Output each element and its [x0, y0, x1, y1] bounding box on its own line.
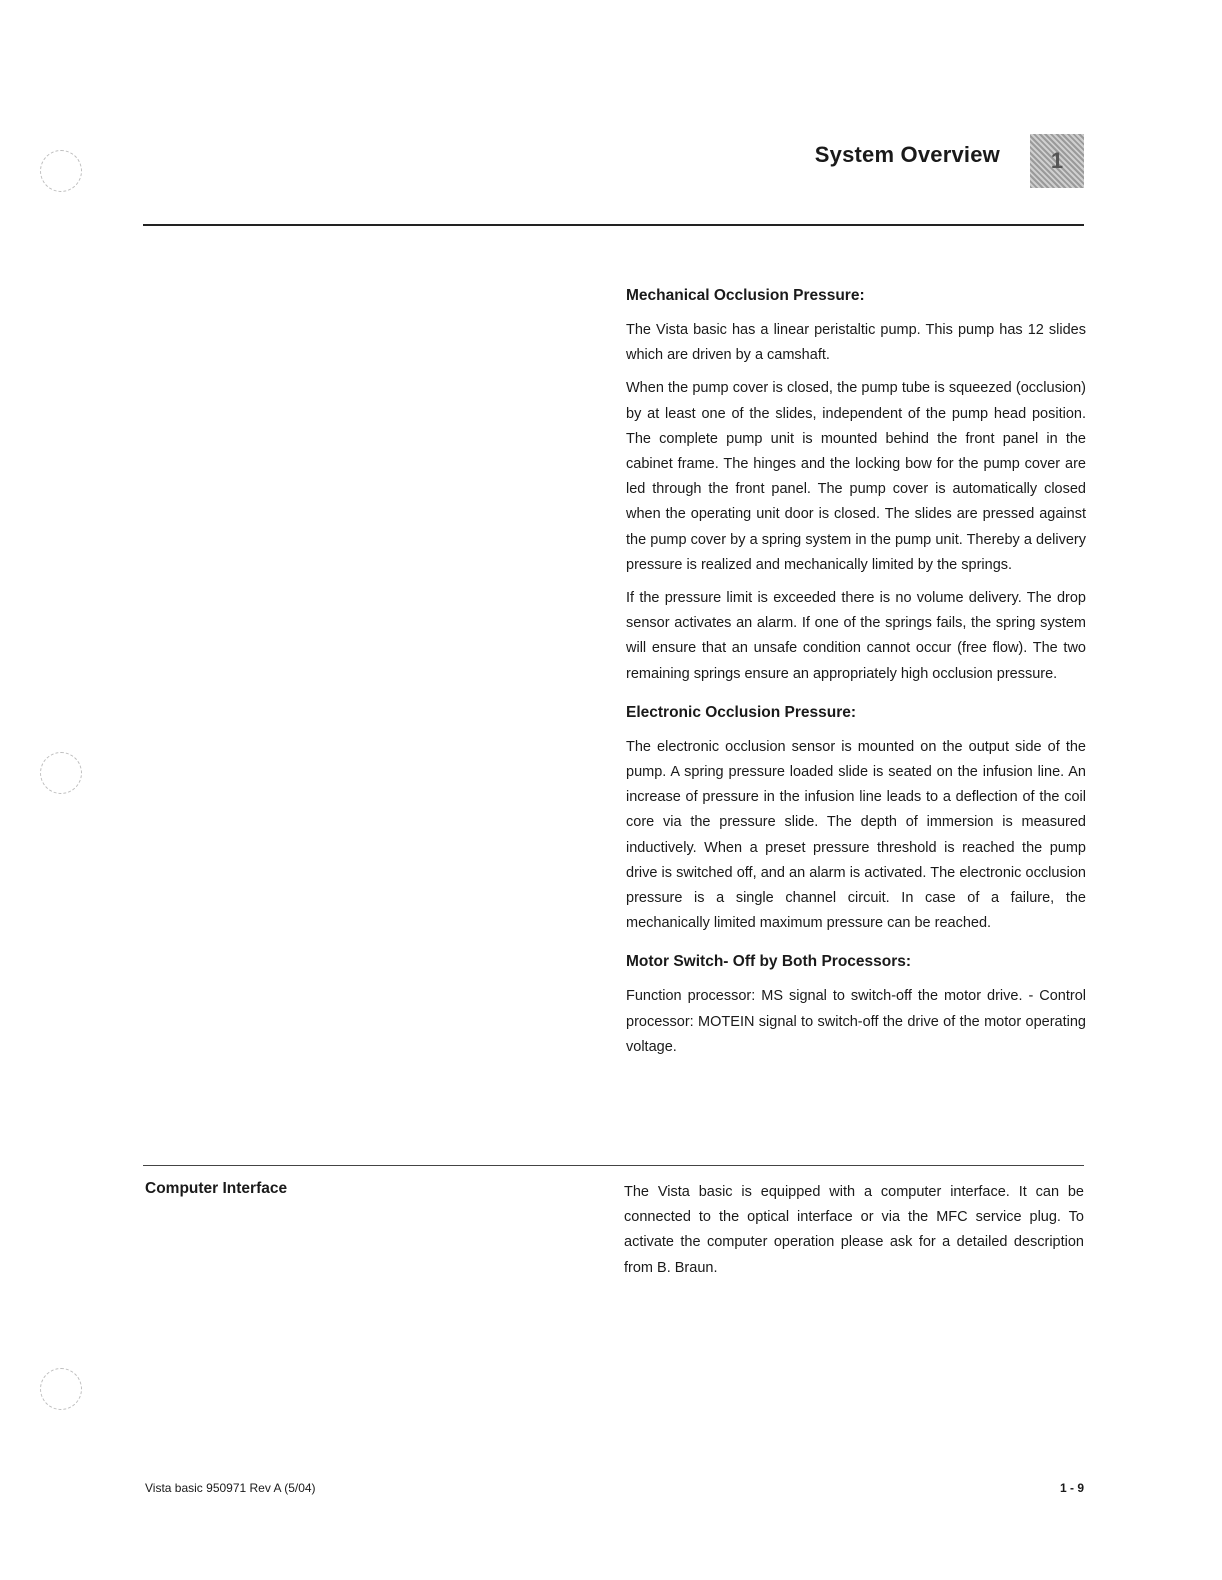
- main-content: [626, 286, 1086, 1076]
- header-divider: [143, 224, 1084, 226]
- paragraph: If the pressure limit is exceeded there is no volume delivery. The drop sensor activates an alarm. If one of the springs fails, the spring system will ensure that an unsafe condition cannot occur (free flow). The two remaining springs ensure an appropriately high occlusion pressure.: [626, 590, 1086, 682]
- punch-hole-bottom: [40, 1368, 82, 1410]
- section-divider: [143, 1165, 1084, 1166]
- footer-doc-id: Vista basic 950971 Rev A (5/04): [145, 1481, 316, 1495]
- section-electronic-occlusion: [626, 703, 1086, 937]
- section-heading: Electronic Occlusion Pressure:: [626, 703, 857, 721]
- page-title: System Overview: [814, 142, 1000, 167]
- chapter-tab: 1: [1030, 134, 1084, 188]
- paragraph: The Vista basic has a linear peristaltic pump. This pump has 12 slides which are driven by a camshaft.: [626, 322, 1086, 364]
- paragraph: Function processor: MS signal to switch-off the motor drive. - Control processor: MOTEIN signal to switch-off the drive of the motor operating voltage.: [626, 988, 1086, 1055]
- section-heading: Mechanical Occlusion Pressure:: [626, 287, 865, 304]
- computer-interface-text: The Vista basic is equipped with a computer interface. It can be connected to the optical interface or via the MFC service plug. To activate the computer operation please ask for a detailed description from B. Braun.: [624, 1184, 1084, 1276]
- computer-interface-label: Computer Interface: [145, 1180, 288, 1197]
- footer-page-number: 1 - 9: [1059, 1481, 1084, 1495]
- punch-hole-middle: [40, 752, 82, 794]
- section-heading: Motor Switch- Off by Both Processors:: [626, 953, 912, 971]
- section-mechanical-occlusion: [626, 286, 1086, 687]
- punch-hole-top: [40, 150, 82, 192]
- paragraph: The electronic occlusion sensor is mounted on the output side of the pump. A spring pressure loaded slide is seated on the infusion line. An increase of pressure in the infusion line leads to a deflection of the coil core via the pressure slide. The depth of immersion is measured inductively. When a preset pressure threshold is reached the pump drive is switched off, and an alarm is activated. The electronic occlusion pressure is a single channel circuit. In case of a failure, the mechanically limited maximum pressure can be reached.: [626, 738, 1086, 932]
- section-motor-switch-off: [626, 952, 1086, 1060]
- paragraph: When the pump cover is closed, the pump tube is squeezed (occlusion) by at least one of the slides, independent of the pump head position. The complete pump unit is mounted behind the front panel in the cabinet frame. The hinges and the locking bow for the pump cover are led through the front panel. The pump cover is automatically closed when the operating unit door is closed. The slides are pressed against the pump cover by a spring system in the pump unit. Thereby a delivery pressure is realized and mechanically limited by the springs.: [626, 380, 1086, 573]
